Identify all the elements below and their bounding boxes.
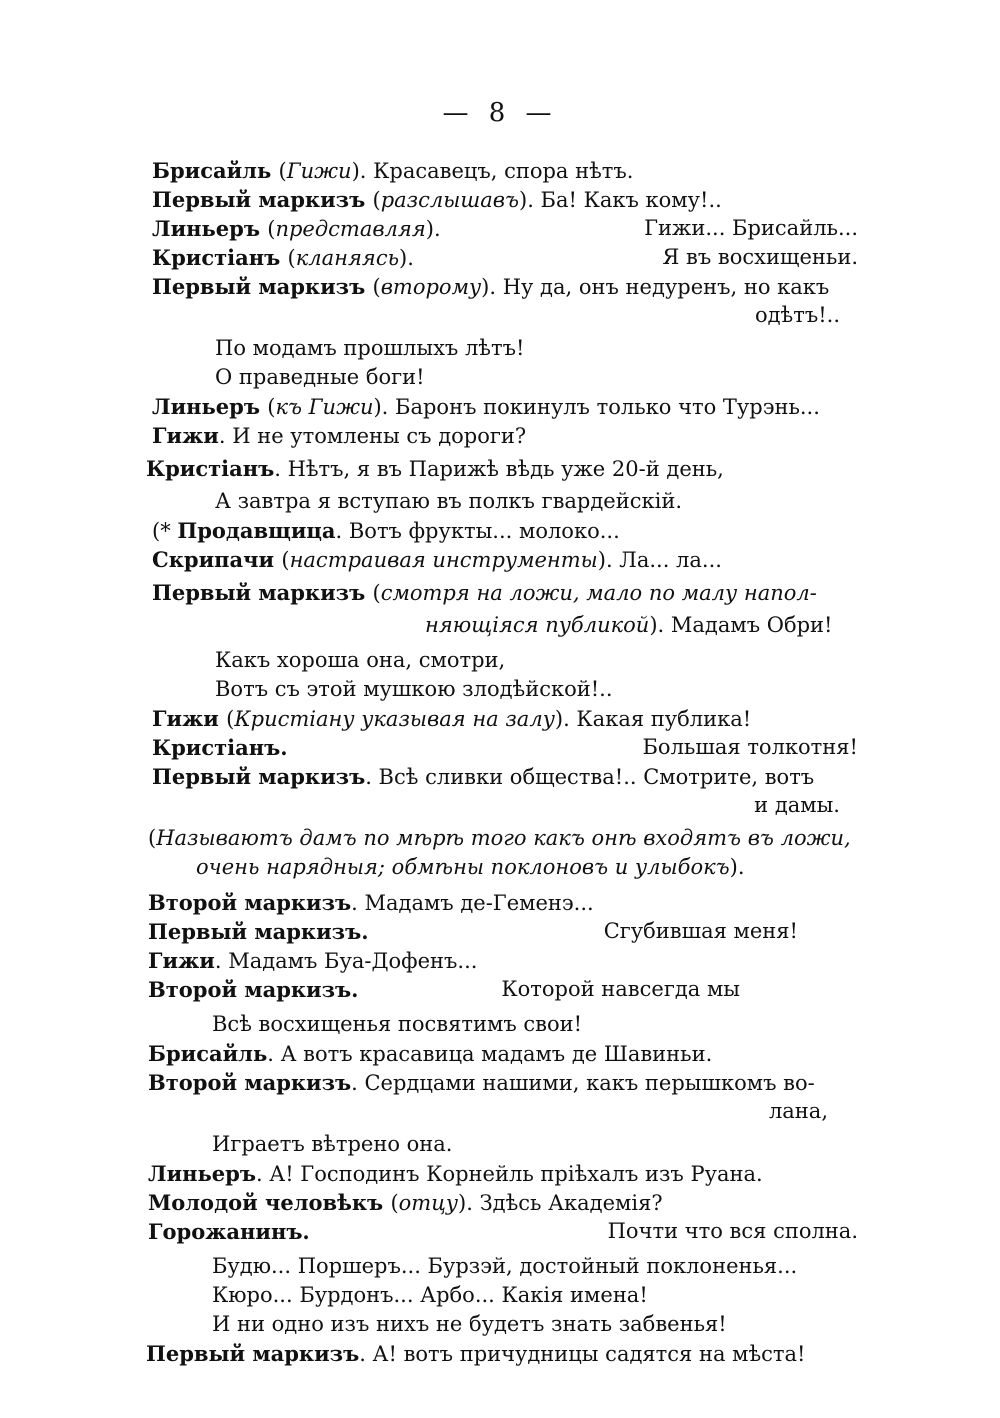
line-text <box>215 363 425 392</box>
dialogue-text: . И не утомлены съ дороги? <box>218 424 527 448</box>
text-line <box>0 516 1000 545</box>
speaker-name: Первый маркизъ <box>146 1341 360 1366</box>
dialogue-text: ( <box>372 275 381 299</box>
line-text <box>148 1217 310 1247</box>
dialogue-text: лана, <box>768 1099 828 1123</box>
dialogue-text: . А! вотъ причудницы садятся на мѣста! <box>359 1342 806 1366</box>
dialogue-text: Гижи... Брисайль... <box>644 216 858 240</box>
line-text <box>215 487 682 516</box>
text-line <box>0 975 1000 1004</box>
stage-direction: очень нарядныя; обмѣны поклоновъ и улыбокъ <box>196 855 730 879</box>
text-line <box>0 421 1000 450</box>
stage-direction: къ Гижи <box>275 395 374 419</box>
right-aligned-text <box>608 1217 858 1246</box>
dialogue-text: Вотъ съ этой мушкою злодѣйской!.. <box>215 677 613 701</box>
dialogue-text: Большая толкотня! <box>642 735 858 759</box>
speaker-name: Первый маркизъ <box>152 187 373 212</box>
dialogue-text: ). Ну да, онъ недуренъ, но какъ <box>481 275 830 299</box>
text-line <box>0 1068 1000 1097</box>
stage-direction: настраивая инструменты <box>289 548 598 572</box>
line-text <box>152 185 722 215</box>
speaker-name: Горожанинъ. <box>148 1219 310 1244</box>
speaker-name: Первый маркизъ. <box>148 919 369 944</box>
speaker-name: Брисайль <box>152 158 279 183</box>
dialogue-text: Будю... Поршеръ... Бурзэй, достойный поклоненья... <box>212 1254 798 1278</box>
line-text <box>196 853 745 882</box>
line-text <box>152 392 820 422</box>
text-line <box>0 487 1000 516</box>
text-line <box>0 1310 1000 1339</box>
dialogue-text: Играетъ вѣтрено она. <box>212 1132 453 1156</box>
stage-direction: второму <box>380 275 482 299</box>
text-line <box>0 611 1000 640</box>
speaker-name: Первый маркизъ <box>152 764 366 789</box>
dialogue-text: ( <box>372 188 381 212</box>
right-aligned-text <box>604 917 798 946</box>
line-text <box>152 421 526 451</box>
dialogue-text: ). <box>729 855 745 879</box>
line-text <box>152 214 441 244</box>
dialogue-text: ( <box>226 707 235 731</box>
dialogue-text: О праведные боги! <box>215 365 425 389</box>
speaker-name: Продавщица <box>177 518 336 543</box>
dialogue-text: Какъ хороша она, смотри, <box>215 648 506 672</box>
text-line <box>0 334 1000 363</box>
line-text <box>148 1039 712 1069</box>
text-line <box>0 156 1000 185</box>
dialogue-text: . Всѣ сливки общества!.. Смотрите, вотъ <box>365 765 815 789</box>
dialogue-text: . А вотъ красавица мадамъ де Шавиньи. <box>267 1042 713 1066</box>
stage-direction: Кристіану указывая на залу <box>234 707 555 731</box>
dialogue-text: ). <box>399 246 414 270</box>
dialogue-text: И ни одно изъ нихъ не будетъ знать забвенья! <box>212 1312 727 1336</box>
line-text <box>212 1010 582 1039</box>
text-line <box>0 1097 1000 1126</box>
text-line <box>0 1130 1000 1159</box>
speaker-name: Линьеръ <box>152 216 268 241</box>
line-text <box>215 675 613 704</box>
text-line <box>0 1281 1000 1310</box>
speaker-name: Кристіанъ <box>152 245 288 270</box>
stage-direction: разслышавъ <box>380 188 519 212</box>
speaker-name: Первый маркизъ <box>152 580 373 605</box>
dialogue-text: . Вотъ фрукты... молоко... <box>335 519 620 543</box>
speaker-name: Скрипачи <box>152 547 282 572</box>
speaker-name: Брисайль <box>148 1041 268 1066</box>
text-line <box>0 185 1000 214</box>
dialogue-text: Которой навсегда мы <box>501 977 740 1001</box>
line-text <box>212 1281 648 1310</box>
dialogue-text: ( <box>148 826 157 850</box>
speaker-name: Первый маркизъ <box>152 274 373 299</box>
line-text <box>152 578 817 608</box>
text-line <box>0 853 1000 882</box>
speaker-name: Гижи <box>152 423 219 448</box>
dialogue-text: ). <box>425 217 441 241</box>
dialogue-text: По модамъ прошлыхъ лѣтъ! <box>215 336 525 360</box>
dialogue-text: . Нѣтъ, я въ Парижѣ вѣдь уже 20-й день, <box>274 457 724 481</box>
text-line <box>0 545 1000 574</box>
speaker-name: Молодой человѣкъ <box>148 1190 391 1215</box>
dialogue-text: А завтра я вступаю въ полкъ гвардейскій. <box>215 489 683 513</box>
text-line <box>0 243 1000 272</box>
text-line <box>0 392 1000 421</box>
text-line <box>0 214 1000 243</box>
text-line <box>0 646 1000 675</box>
page-number: — 8 — <box>442 98 558 128</box>
speaker-name: Линьеръ <box>148 1161 256 1186</box>
line-text <box>152 156 633 186</box>
text-line <box>0 301 1000 330</box>
dialogue-text: Всѣ восхищенья посвятимъ свои! <box>212 1012 583 1036</box>
speaker-name: Кристіанъ <box>146 456 275 481</box>
text-line <box>0 363 1000 392</box>
line-text <box>148 1188 663 1218</box>
line-text <box>212 1130 453 1159</box>
text-line <box>0 578 1000 607</box>
line-text <box>148 888 594 918</box>
right-aligned-text <box>501 975 740 1004</box>
stage-direction: Гижи <box>286 159 352 183</box>
dialogue-text: Кюро... Бурдонъ... Арбо... Какія имена! <box>212 1283 648 1307</box>
text-line <box>0 454 1000 483</box>
line-text <box>148 917 369 947</box>
line-text <box>215 334 524 363</box>
dialogue-text: ( <box>267 395 276 419</box>
line-text <box>152 545 722 575</box>
dialogue-text: . Сердцами нашими, какъ перышкомъ во- <box>351 1071 815 1095</box>
text-line <box>0 1339 1000 1368</box>
speaker-name: Второй маркизъ <box>148 1070 352 1095</box>
dialogue-text: ). Здѣсь Академія? <box>458 1191 663 1215</box>
dialogue-text: ( <box>390 1191 399 1215</box>
text-line <box>0 888 1000 917</box>
stage-direction: Называютъ дамъ по мѣрѣ того какъ онѣ входятъ въ ложи, <box>156 826 851 850</box>
page-text <box>0 156 1000 1368</box>
speaker-name: Линьеръ <box>152 394 268 419</box>
dialogue-text: ). Ба! Какъ кому!.. <box>519 188 722 212</box>
line-text <box>152 243 414 273</box>
right-aligned-text <box>643 733 859 762</box>
line-text <box>146 454 724 484</box>
line-text <box>148 1068 815 1098</box>
line-text <box>212 1310 727 1339</box>
right-aligned-text <box>769 1097 828 1126</box>
line-text <box>148 824 851 853</box>
text-line <box>0 1252 1000 1281</box>
line-text <box>152 733 288 763</box>
speaker-name: Второй маркизъ. <box>148 977 359 1002</box>
dialogue-text: ( <box>278 159 287 183</box>
dialogue-text: ). Какая публика! <box>554 707 752 731</box>
dialogue-text: ). Ла... ла... <box>597 548 722 572</box>
text-line <box>0 762 1000 791</box>
speaker-name: Кристіанъ. <box>152 735 288 760</box>
dialogue-text: . Мадамъ Буа-Дофенъ... <box>214 949 478 973</box>
dialogue-text: . Мадамъ де-Геменэ... <box>351 891 594 915</box>
line-text <box>425 611 832 640</box>
line-text <box>215 646 505 675</box>
dialogue-text: Сгубившая меня! <box>603 919 798 943</box>
dialogue-text: . А! Господинъ Корнейль пріѣхалъ изъ Руана. <box>255 1162 763 1186</box>
text-line <box>0 1159 1000 1188</box>
dialogue-text: ( <box>267 217 276 241</box>
text-line <box>0 272 1000 301</box>
right-aligned-text <box>754 791 840 820</box>
dialogue-text: Почти что вся сполна. <box>607 1219 858 1243</box>
dialogue-text: ( <box>372 581 381 605</box>
text-line <box>0 1039 1000 1068</box>
speaker-name: Второй маркизъ <box>148 890 352 915</box>
line-text <box>152 762 814 792</box>
line-text <box>152 704 751 734</box>
text-line <box>0 675 1000 704</box>
text-line <box>0 824 1000 853</box>
right-aligned-text <box>662 243 858 272</box>
speaker-name: Гижи <box>152 706 227 731</box>
dialogue-text: Я въ восхищеньи. <box>662 245 858 269</box>
text-line <box>0 1188 1000 1217</box>
dialogue-text: и дамы. <box>754 793 840 817</box>
dialogue-text: ). Красавецъ, спора нѣтъ. <box>351 159 634 183</box>
line-text <box>152 516 620 546</box>
speaker-name: Гижи <box>148 948 215 973</box>
stage-direction: няющіяся публикой <box>425 613 650 637</box>
right-aligned-text <box>644 214 858 243</box>
dialogue-text: ( <box>281 548 290 572</box>
stage-direction: отцу <box>398 1191 459 1215</box>
stage-direction: смотря на ложи, мало по малу напол- <box>380 581 817 605</box>
dialogue-text: ( <box>287 246 296 270</box>
dialogue-text: одѣтъ!.. <box>754 303 840 327</box>
line-text <box>146 1339 805 1369</box>
text-line <box>0 704 1000 733</box>
right-aligned-text <box>755 301 840 330</box>
text-line <box>0 1217 1000 1246</box>
line-text <box>148 946 477 976</box>
text-line <box>0 791 1000 820</box>
dialogue-text: ). Баронъ покинулъ только что Турэнь... <box>373 395 820 419</box>
stage-direction: представляя <box>275 217 426 241</box>
dialogue-text: ). Мадамъ Обри! <box>649 613 833 637</box>
text-line <box>0 733 1000 762</box>
stage-direction: кланяясь <box>295 246 400 270</box>
line-text <box>152 272 829 302</box>
line-text <box>148 975 358 1005</box>
dialogue-text: (* <box>152 519 178 543</box>
line-text <box>212 1252 797 1281</box>
text-line <box>0 1010 1000 1039</box>
text-line <box>0 917 1000 946</box>
text-line <box>0 946 1000 975</box>
line-text <box>148 1159 763 1189</box>
